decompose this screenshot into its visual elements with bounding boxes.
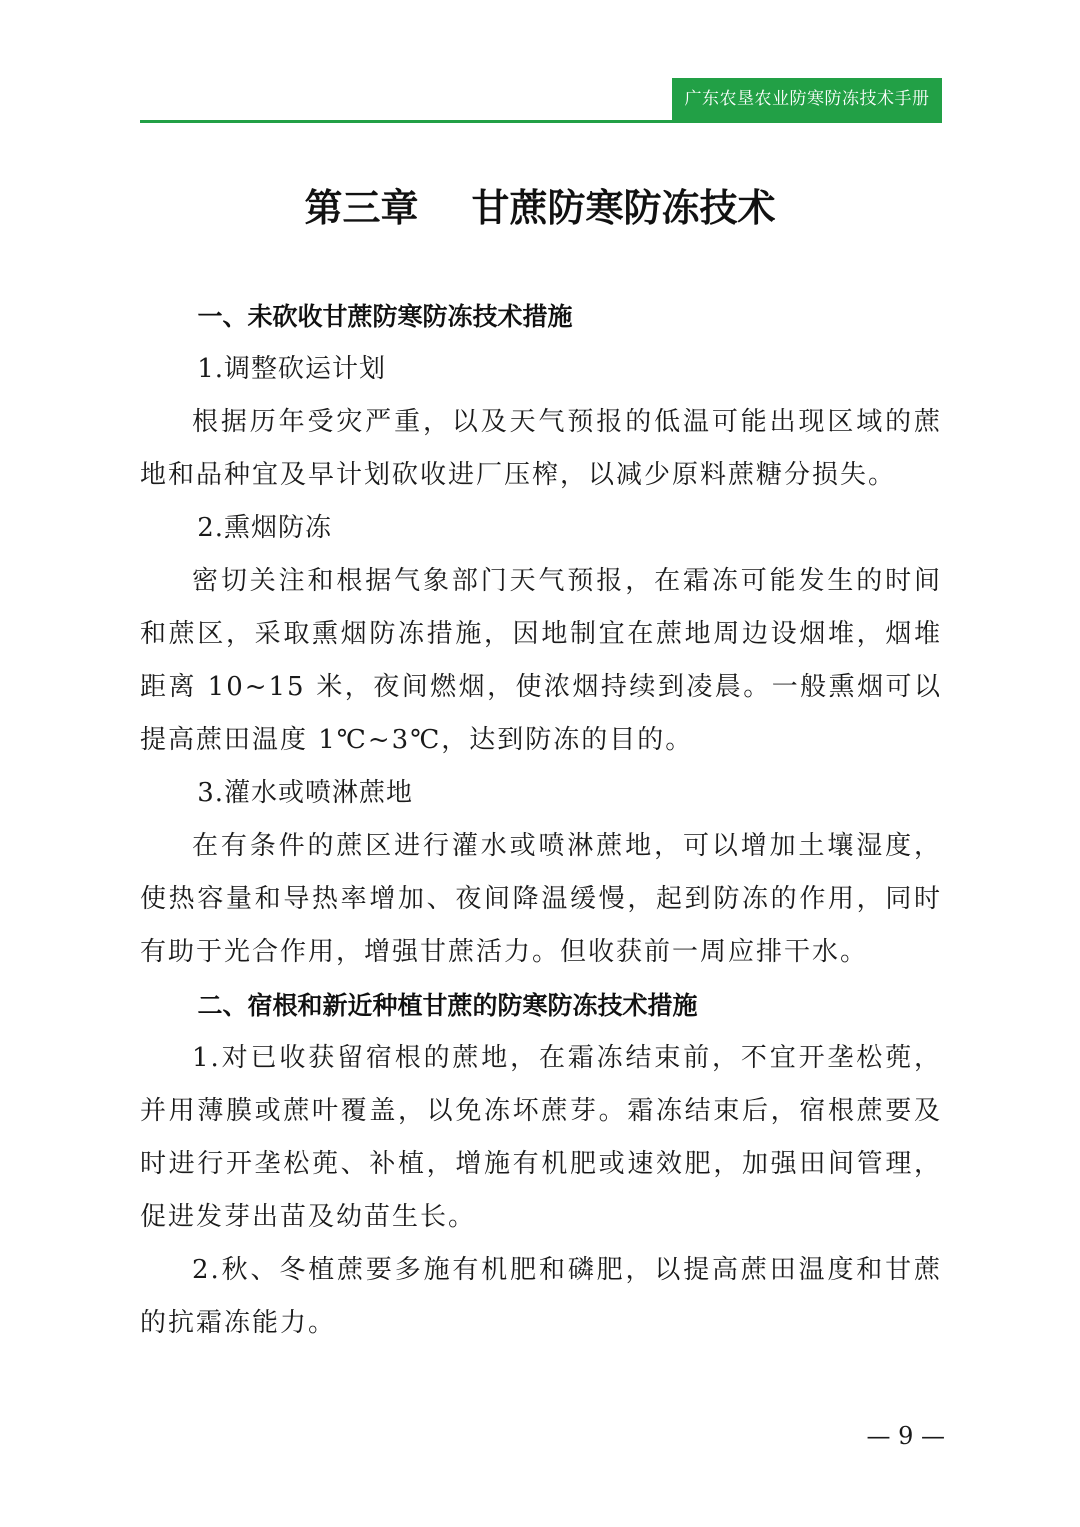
running-header: 广东农垦农业防寒防冻技术手册	[672, 78, 942, 120]
chapter-title: 第三章 甘蔗防寒防冻技术	[304, 185, 776, 230]
header-divider	[140, 120, 942, 123]
paragraph-3: 在有条件的蔗区进行灌水或喷淋蔗地，可以增加土壤湿度，使热容量和导热率增加、夜间降温缓慢，起到防冻的作用，同时有助于光合作用，增强甘蔗活力。但收获前一周应排干水。	[140, 831, 942, 967]
body-content	[140, 290, 942, 1350]
paragraph-2: 密切关注和根据气象部门天气预报，在霜冻可能发生的时间和蔗区，采取熏烟防冻措施，因地制宜在蔗地周边设烟堆，烟堆距离 10~15 米，夜间燃烟，使浓烟持续到凌晨。一般熏烟可以提高蔗田温度 1℃~3℃，达到防冻的目的。	[140, 566, 942, 755]
section-heading-2: 二、宿根和新近种植甘蔗的防寒防冻技术措施	[197, 991, 698, 1020]
page-number: — 9 —	[866, 1422, 945, 1450]
paragraph-5: 2.秋、冬植蔗要多施有机肥和磷肥，以提高蔗田温度和甘蔗的抗霜冻能力。	[140, 1255, 942, 1338]
section-heading-1: 一、未砍收甘蔗防寒防冻技术措施	[197, 302, 573, 331]
paragraph-4: 1.对已收获留宿根的蔗地，在霜冻结束前，不宜开垄松蔸，并用薄膜或蔗叶覆盖，以免冻坏蔗芽。霜冻结束后，宿根蔗要及时进行开垄松蔸、补植，增施有机肥或速效肥，加强田间管理，促进发芽出苗及幼苗生长。	[140, 1043, 942, 1232]
subsection-title-1: 1.调整砍运计划	[197, 354, 386, 384]
paragraph-1: 根据历年受灾严重，以及天气预报的低温可能出现区域的蔗地和品种宜及早计划砍收进厂压榨，以减少原料蔗糖分损失。	[140, 407, 942, 490]
subsection-title-2: 2.熏烟防冻	[197, 513, 332, 543]
subsection-title-3: 3.灌水或喷淋蔗地	[197, 778, 413, 808]
